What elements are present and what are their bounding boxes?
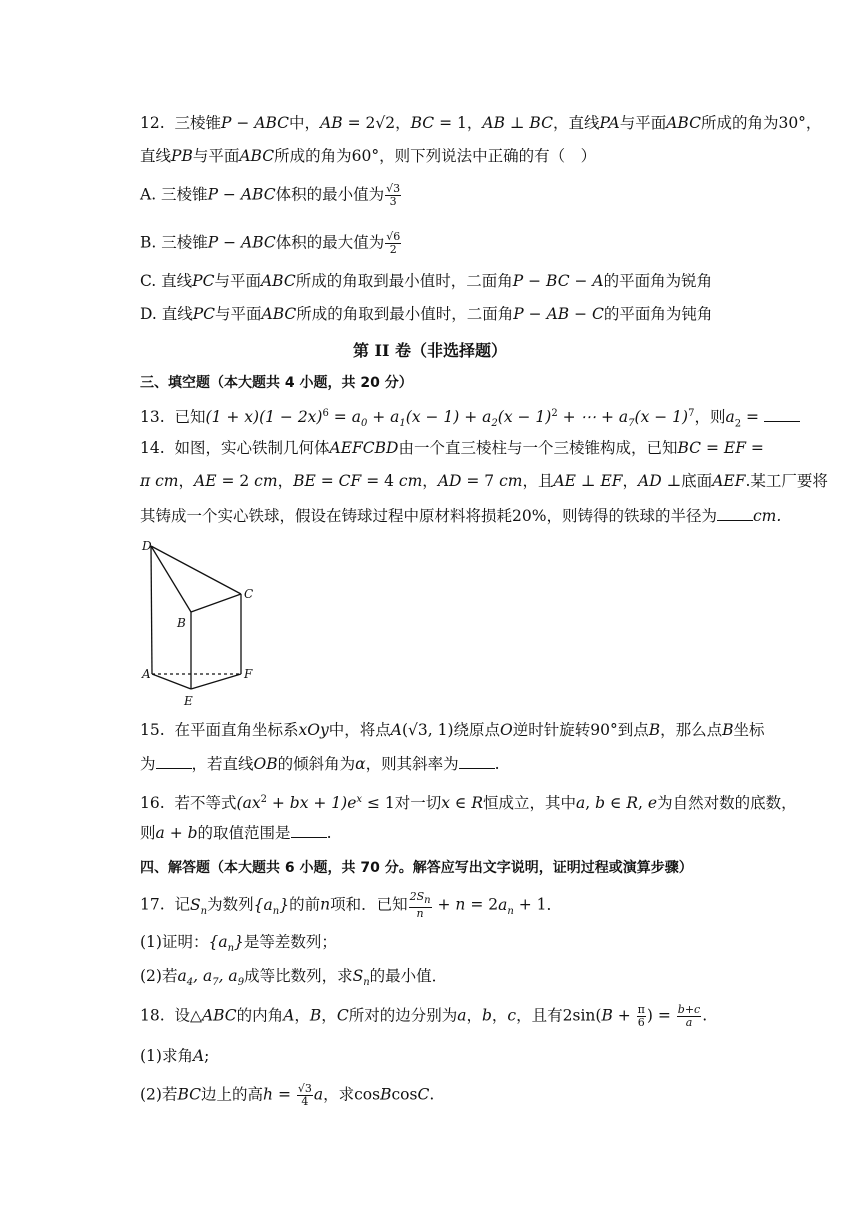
label-e: E xyxy=(184,694,193,708)
label-a: A xyxy=(142,667,151,681)
q14-line2: π cm，AE = 2 cm，BE = CF = 4 cm，AD = 7 cm，且AE ⊥ EF，AD ⊥底面AEF.某工厂要将 xyxy=(140,472,828,490)
q12-option-d: D. 直线PC与平面ABC所成的角取到最小值时，二面角P − AB − C的平面角为钝角 xyxy=(140,305,713,323)
q12-option-c: C. 直线PC与平面ABC所成的角取到最小值时，二面角P − BC − A的平面角为锐角 xyxy=(140,272,713,290)
q14-figure xyxy=(140,535,270,710)
answer-blank[interactable] xyxy=(156,754,192,769)
section3-heading: 三、填空题（本大题共 4 小题，共 20 分） xyxy=(140,375,413,391)
q16-line2: 则a + b的取值范围是 . xyxy=(140,824,332,842)
label-d: D xyxy=(142,539,152,553)
q14-line1: 14. 如图，实心铁制几何体AEFCBD由一个直三棱柱与一个三棱锥构成，已知BC = EF = xyxy=(140,439,764,457)
part2-title: 第 II 卷（非选择题） xyxy=(352,341,508,360)
q17-line1: 17. 记$S_n$为数列$\{a_n\}$的前n项和．已知 $\frac{2S_n}{n}$ + $n = 2a_n + 1$． xyxy=(140,890,563,921)
q14-line3: 其铸成一个实心铁球，假设在铸球过程中原材料将损耗20%，则铸得的铁球的半径为 cm. xyxy=(140,507,782,525)
q12-option-b: B. 三棱锥P − ABC体积的最大值为 $\frac{√6}{2}$ xyxy=(140,230,401,256)
q17-part1: (1)证明：$\{a_n\}$是等差数列； xyxy=(140,933,337,955)
q15-line1: 15. 在平面直角坐标系xOy中，将点A(√3, 1)绕原点O逆时针旋转90°到点B，那么点B坐标 xyxy=(140,721,765,739)
label-b: B xyxy=(177,616,186,630)
q18-part2: (2)若BC边上的高h = $\frac{√3}{4}$ a，求cosBcosC. xyxy=(140,1082,435,1108)
q18-line1: 18. 设△ABC的内角A，B，C所对的边分别为a，b，c，且有2sin(B + $\frac{\pi}{6}$ ) = $\frac{b+c}{a}$ . xyxy=(140,1003,708,1029)
section4-heading: 四、解答题（本大题共 6 小题，共 70 分。解答应写出文字说明，证明过程或演算步骤） xyxy=(140,860,693,876)
q13: 13. 已知$(1 + x)(1 - 2x)^6 = a_0 + a_1(x - 1) + a_2(x - 1)^2$ + ⋯ + $a_7(x - 1)^7$，则$a_2$ = xyxy=(140,403,800,435)
q12-line2: 直线PB与平面ABC所成的角为60°，则下列说法中正确的有（ ） xyxy=(140,147,597,165)
q12-option-a: A. 三棱锥P − ABC体积的最小值为 $\frac{√3}{3}$ xyxy=(140,182,401,208)
q15-line2: 为 ，若直线OB的倾斜角为α，则其斜率为 . xyxy=(140,755,500,773)
label-f: F xyxy=(244,667,253,681)
answer-blank[interactable] xyxy=(717,506,753,521)
label-c: C xyxy=(244,587,254,601)
answer-blank[interactable] xyxy=(764,407,800,422)
q16-line1: 16. 若不等式($ax^2$ + bx + $1)e^x \le 1$对一切x ∈ R恒成立，其中a, b ∈ R, e为自然对数的底数， xyxy=(140,794,797,813)
q17-part2: (2)若$a_4$, $a_7$, $a_9$成等比数列，求$S_n$的最小值． xyxy=(140,967,448,989)
q18-part1: (1)求角A; xyxy=(140,1047,210,1065)
answer-blank[interactable] xyxy=(291,823,327,838)
answer-blank[interactable] xyxy=(459,754,495,769)
q12-line1: 12. 三棱锥P − ABC中，AB = 2√2，BC = 1，AB ⊥ BC，直线PA与平面ABC所成的角为30°， xyxy=(140,114,822,132)
